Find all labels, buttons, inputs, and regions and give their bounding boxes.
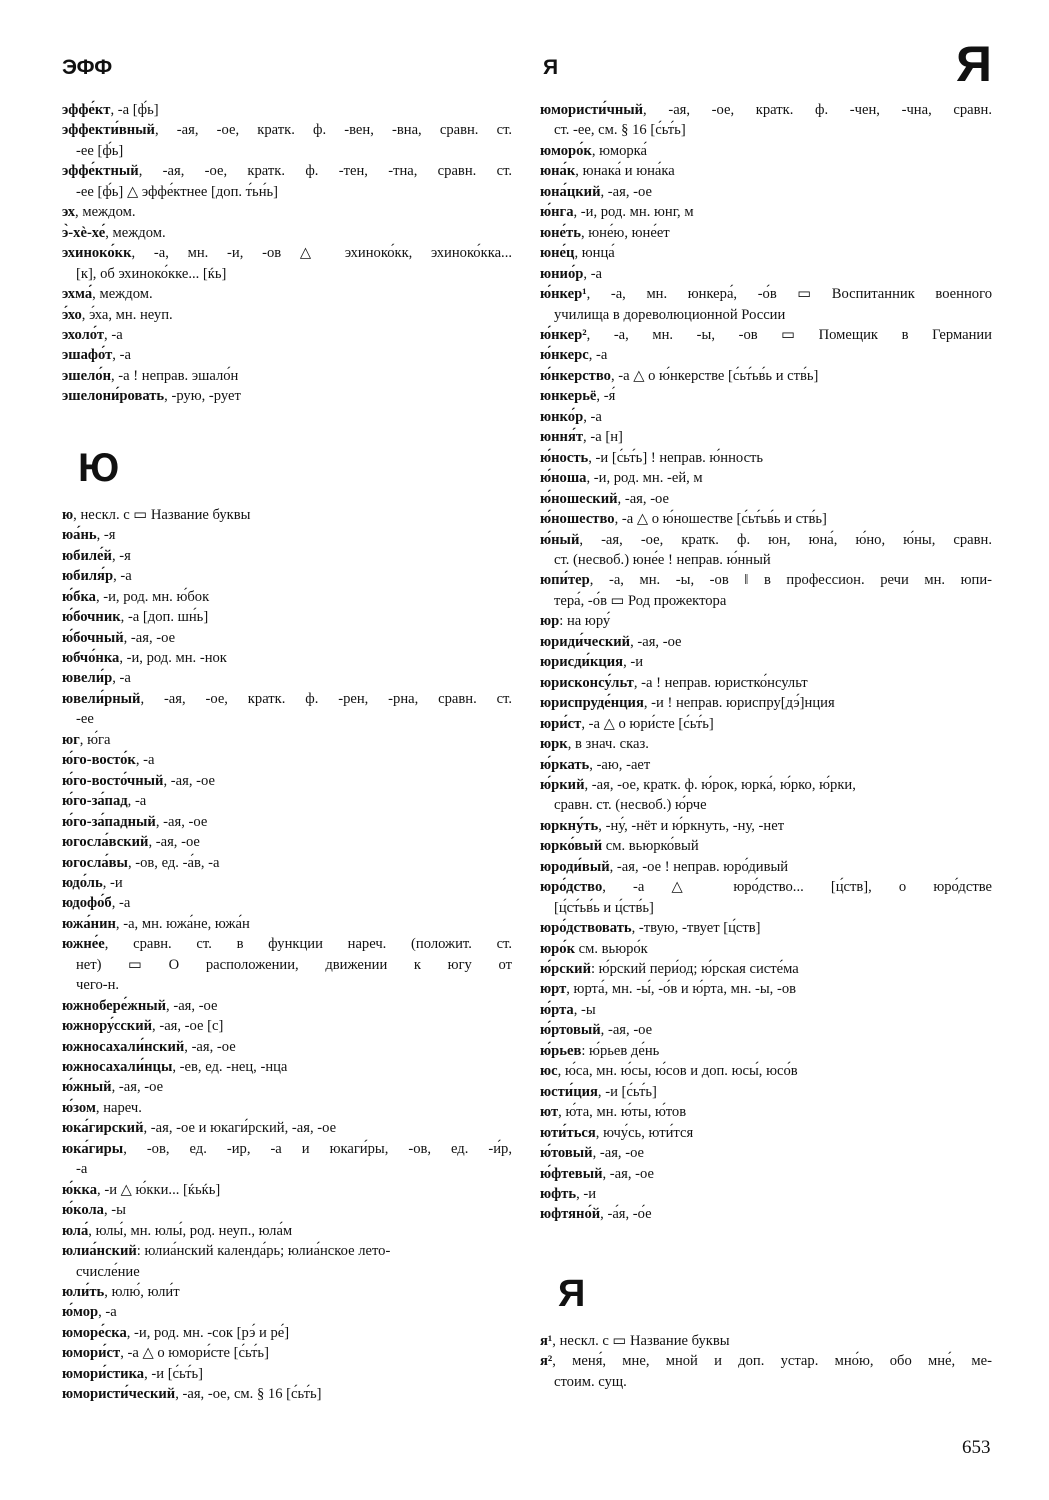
dictionary-entry: юри́ст, -а △ о юри́сте [с́ьт́ь] xyxy=(540,715,714,732)
running-head-letter: Я xyxy=(956,36,992,92)
dictionary-entry: юна́к, юнака́ и юна́ка xyxy=(540,163,675,180)
dictionary-entry: ю́ноша, -и, род. мн. -ей, м xyxy=(540,470,703,487)
dictionary-entry: юсти́ция, -и [с́ьт́ь] xyxy=(540,1083,657,1100)
dictionary-entry: юне́ц, юнца́ xyxy=(540,245,615,262)
dictionary-entry: эх, междом. xyxy=(62,204,136,221)
dictionary-entry: ю́нкерс, -а xyxy=(540,347,608,364)
dictionary-entry: южносахали́нский, -ая, -ое xyxy=(62,1038,236,1055)
dictionary-entry: юнкерьё, -я́ xyxy=(540,388,616,405)
dictionary-entry: юти́ться, ючу́сь, юти́тся xyxy=(540,1124,694,1141)
dictionary-entry: юрисконсу́льт, -а ! неправ. юристко́нсульт xyxy=(540,674,808,691)
dictionary-entry: юли́ть, юлю́, юли́т xyxy=(62,1284,180,1301)
dictionary-entry: юг, ю́га xyxy=(62,731,111,748)
entry-continuation: училища в дореволюционной России xyxy=(554,306,786,323)
dictionary-entry: ю́го-восто́чный, -ая, -ое xyxy=(62,772,215,789)
dictionary-entry: эшафо́т, -а xyxy=(62,347,131,364)
running-head-center: Я xyxy=(543,56,559,79)
entry-continuation: счисле́ние xyxy=(76,1263,140,1280)
dictionary-entry: юмористи́чный, -ая, -ое, кратк. ф. -чен, -чна, сравн. xyxy=(540,102,992,118)
dictionary-entry: юлиа́нский: юлиа́нский календа́рь; юлиа́нское лето- xyxy=(62,1243,391,1260)
dictionary-entry: эффекти́вный, -ая, -ое, кратк. ф. -вен, -вна, сравн. ст. xyxy=(62,122,512,139)
dictionary-entry: ю́ношество, -а △ о ю́ношестве [с́ьт́ьв́ь и ств́ь] xyxy=(540,511,827,528)
dictionary-entry: юмори́ст, -а △ о юмори́сте [с́ьт́ь] xyxy=(62,1345,269,1362)
page-number: 653 xyxy=(962,1437,991,1458)
dictionary-entry: южа́нин, -а, мн. южа́не, южа́н xyxy=(62,915,250,932)
dictionary-entry: юка́гиры, -ов, ед. -ир, -а и юкаги́ры, -ов, ед. -и́р, xyxy=(62,1140,512,1157)
entry-continuation: нет) ▭ О расположении, движении к югу от xyxy=(76,956,512,973)
entry-continuation: чего-н. xyxy=(76,977,120,994)
dictionary-entry: ю́жный, -ая, -ое xyxy=(62,1079,164,1096)
dictionary-entry: ю́нкерство, -а △ о ю́нкерстве [с́ьт́ьв́ь и ств́ь] xyxy=(540,367,819,384)
entry-continuation: сравн. ст. (несвоб.) ю́рче xyxy=(554,797,707,814)
dictionary-entry: ю́ртовый, -ая, -ое xyxy=(540,1022,653,1039)
dictionary-entry: ю́рта, -ы xyxy=(540,1001,596,1018)
section-letter: Ю xyxy=(78,445,120,490)
entry-continuation: [к], об эхиноко́кке... [ќь] xyxy=(76,265,227,282)
section-spacer xyxy=(540,1225,992,1271)
dictionary-entry: ю́бка, -и, род. мн. ю́бок xyxy=(62,588,210,605)
dictionary-entry: юриспруде́нция, -и ! неправ. юриспру[дэ́]нция xyxy=(540,695,835,712)
dictionary-entry: юна́цкий, -ая, -ое xyxy=(540,183,652,200)
dictionary-entry: ю́ный, -ая, -ое, кратк. ф. юн, юна́, ю́но, ю́ны, сравн. xyxy=(540,531,992,548)
dictionary-entry: я¹, нескл. с ▭ Название буквы xyxy=(540,1332,730,1349)
section-spacer xyxy=(62,407,512,445)
dictionary-entry: юа́нь, -я xyxy=(62,527,116,544)
dictionary-entry: ю́го-за́падный, -ая, -ое xyxy=(62,813,208,830)
dictionary-entry: юморо́к, юморка́ xyxy=(540,142,648,159)
dictionary-entry: юрисди́кция, -и xyxy=(540,654,644,671)
dictionary-entry: юпи́тер, -а, мн. -ы, -ов ‖ в профессион. речи мн. юпи- xyxy=(540,572,992,589)
dictionary-entry: юро́дство, -а △ юро́дство... [ц́ств], о юро́дстве xyxy=(540,879,992,896)
dictionary-entry: эффе́кт, -а [ф́ь] xyxy=(62,102,159,118)
dictionary-entry: ювели́р, -а xyxy=(62,670,131,687)
dictionary-entry: ю́мор, -а xyxy=(62,1304,117,1321)
running-head-left: ЭФФ xyxy=(62,56,113,79)
dictionary-entry: юро́к см. вьюро́к xyxy=(540,940,648,957)
dictionary-entry: ют, ю́та, мн. ю́ты, ю́тов xyxy=(540,1104,687,1121)
dictionary-entry: ю́фтевый, -ая, -ое xyxy=(540,1165,654,1182)
dictionary-entry: югосла́вский, -ая, -ое xyxy=(62,834,200,851)
dictionary-entry: юмори́стика, -и [с́ьт́ь] xyxy=(62,1365,204,1382)
dictionary-entry: эхиноко́кк, -а, мн. -и, -ов △ эхиноко́кк, эхиноко́кка... xyxy=(62,245,512,262)
dictionary-entry: юфть, -и xyxy=(540,1186,597,1203)
dictionary-entry: я², меня́, мне, мной и доп. устар. мно́ю, обо мне́, ме- xyxy=(540,1353,992,1370)
dictionary-entry: ю́кола, -ы xyxy=(62,1202,126,1219)
entry-continuation: -ее [ф́ь] △ эффе́ктнее [доп. т́ьн́ь] xyxy=(76,183,279,200)
dictionary-entry: юла́, юлы́, мн. юлы́, род. неуп., юла́м xyxy=(62,1222,293,1239)
dictionary-entry: ю́ркать, -аю, -ает xyxy=(540,756,651,773)
dictionary-entry: эхма́, междом. xyxy=(62,286,153,303)
dictionary-entry: ю́нкер¹, -а, мн. юнкера́, -о́в ▭ Воспитанник военного xyxy=(540,286,992,303)
dictionary-entry: эшелони́ровать, -рую, -рует xyxy=(62,388,241,405)
dictionary-entry: юморе́ска, -и, род. мн. -сок [рэ́ и ре́] xyxy=(62,1324,290,1341)
dictionary-entry: ю́ность, -и [с́ьт́ь] ! неправ. ю́нность xyxy=(540,449,764,466)
dictionary-entry: южне́е, сравн. ст. в функции нареч. (положит. ст. xyxy=(62,936,512,953)
dictionary-entry: юне́ть, юне́ю, юне́ет xyxy=(540,224,670,241)
dictionary-entry: юмористи́ческий, -ая, -ое, см. § 16 [с́ьт́ь] xyxy=(62,1386,322,1403)
dictionary-entry: ю́ношеский, -ая, -ое xyxy=(540,490,670,507)
dictionary-entry: ювели́рный, -ая, -ое, кратк. ф. -рен, -рна, сравн. ст. xyxy=(62,690,512,707)
dictionary-entry: юння́т, -а [н] xyxy=(540,429,623,446)
entry-continuation: -ее xyxy=(76,711,94,728)
dictionary-entry: юр: на юру́ xyxy=(540,613,611,630)
dictionary-entry: юфтяно́й, -а́я, -о́е xyxy=(540,1206,652,1223)
dictionary-entry: юбиля́р, -а xyxy=(62,568,132,585)
dictionary-entry: юнко́р, -а xyxy=(540,408,602,425)
dictionary-entry: ю́зом, нареч. xyxy=(62,1099,142,1116)
dictionary-entry: юдо́ль, -и xyxy=(62,874,123,891)
dictionary-entry: юдофо́б, -а xyxy=(62,895,131,912)
dictionary-entry: юро́дствовать, -твую, -твует [ц́ств] xyxy=(540,920,761,937)
dictionary-entry: юркну́ть, -ну́, -нёт и ю́ркнуть, -ну, -нет xyxy=(540,817,785,834)
entry-continuation: стоим. сущ. xyxy=(554,1373,627,1390)
dictionary-entry: эшело́н, -а ! неправ. эшало́н xyxy=(62,367,239,384)
dictionary-entry: ю́нкер², -а, мн. -ы, -ов ▭ Помещик в Германии xyxy=(540,326,992,343)
dictionary-entry: ю́бочник, -а [доп. шн́ь] xyxy=(62,609,209,626)
dictionary-entry: юрк, в знач. сказ. xyxy=(540,736,649,753)
dictionary-entry: юнио́р, -а xyxy=(540,265,603,282)
left-column xyxy=(62,100,512,1405)
dictionary-entry: югосла́вы, -ов, ед. -а́в, -а xyxy=(62,854,220,871)
entry-continuation: -а xyxy=(76,1161,88,1178)
dictionary-entry: юка́гирский, -ая, -ое и юкаги́рский, -ая, -ое xyxy=(62,1120,337,1137)
dictionary-entry: юриди́ческий, -ая, -ое xyxy=(540,633,682,650)
dictionary-entry: юрко́вый см. вьюрко́вый xyxy=(540,838,699,855)
dictionary-entry: ю́го-восто́к, -а xyxy=(62,752,155,769)
dictionary-entry: юбиле́й, -я xyxy=(62,547,131,564)
dictionary-entry: юс, ю́са, мн. ю́сы, ю́сов и доп. юсы́, юсо́в xyxy=(540,1063,798,1080)
dictionary-entry: ю́рский: ю́рский пери́од; ю́рская систе́ма xyxy=(540,961,799,978)
entry-continuation: ст. -ее, см. § 16 [с́ьт́ь] xyxy=(554,122,686,139)
dictionary-entry: южнобере́жный, -ая, -ое xyxy=(62,997,218,1014)
dictionary-entry: ю́товый, -ая, -ое xyxy=(540,1145,645,1162)
dictionary-entry: эхоло́т, -а xyxy=(62,326,123,343)
dictionary-entry: юрт, юрта́, мн. -ы́, -о́в и ю́рта, мн. -ы, -ов xyxy=(540,981,797,998)
dictionary-entry: ю́кка, -и △ ю́кки... [ќьќь] xyxy=(62,1181,221,1198)
entry-continuation: тера́, -о́в ▭ Род прожектора xyxy=(554,592,727,609)
dictionary-entry: юбчо́нка, -и, род. мн. -нок xyxy=(62,649,227,666)
dictionary-entry: ю́го-за́пад, -а xyxy=(62,793,147,810)
section-letter: Я xyxy=(558,1272,586,1315)
dictionary-entry: эффе́ктный, -ая, -ое, кратк. ф. -тен, -тна, сравн. ст. xyxy=(62,163,512,180)
dictionary-entry: южносахали́нцы, -ев, ед. -нец, -нца xyxy=(62,1059,288,1076)
dictionary-entry: ю́нга, -и, род. мн. юнг, м xyxy=(540,204,694,221)
dictionary-entry: ю, нескл. с ▭ Название буквы xyxy=(62,506,251,523)
dictionary-entry: ю́ркий, -ая, -ое, кратк. ф. ю́рок, юрка́, ю́рко, ю́рки, xyxy=(540,776,856,793)
dictionary-entry: южнору́сский, -ая, -ое [с] xyxy=(62,1018,224,1035)
entry-continuation: ст. (несвоб.) юне́е ! неправ. ю́нный xyxy=(554,551,771,568)
entry-continuation: [ц́ст́ьв́ь и ц́ств́ь] xyxy=(554,899,654,916)
dictionary-entry: ю́бочный, -ая, -ое xyxy=(62,629,176,646)
dictionary-entry: э́хо, э́ха, мн. неуп. xyxy=(62,306,173,323)
entry-continuation: -ее [ф́ь] xyxy=(76,142,124,159)
dictionary-entry: э̀-хѐ-хе́, междом. xyxy=(62,224,166,241)
right-column xyxy=(540,100,992,1392)
dictionary-entry: ю́рьев: ю́рьев де́нь xyxy=(540,1042,660,1059)
dictionary-entry: юроди́вый, -ая, -ое ! неправ. юро́дивый xyxy=(540,858,789,875)
